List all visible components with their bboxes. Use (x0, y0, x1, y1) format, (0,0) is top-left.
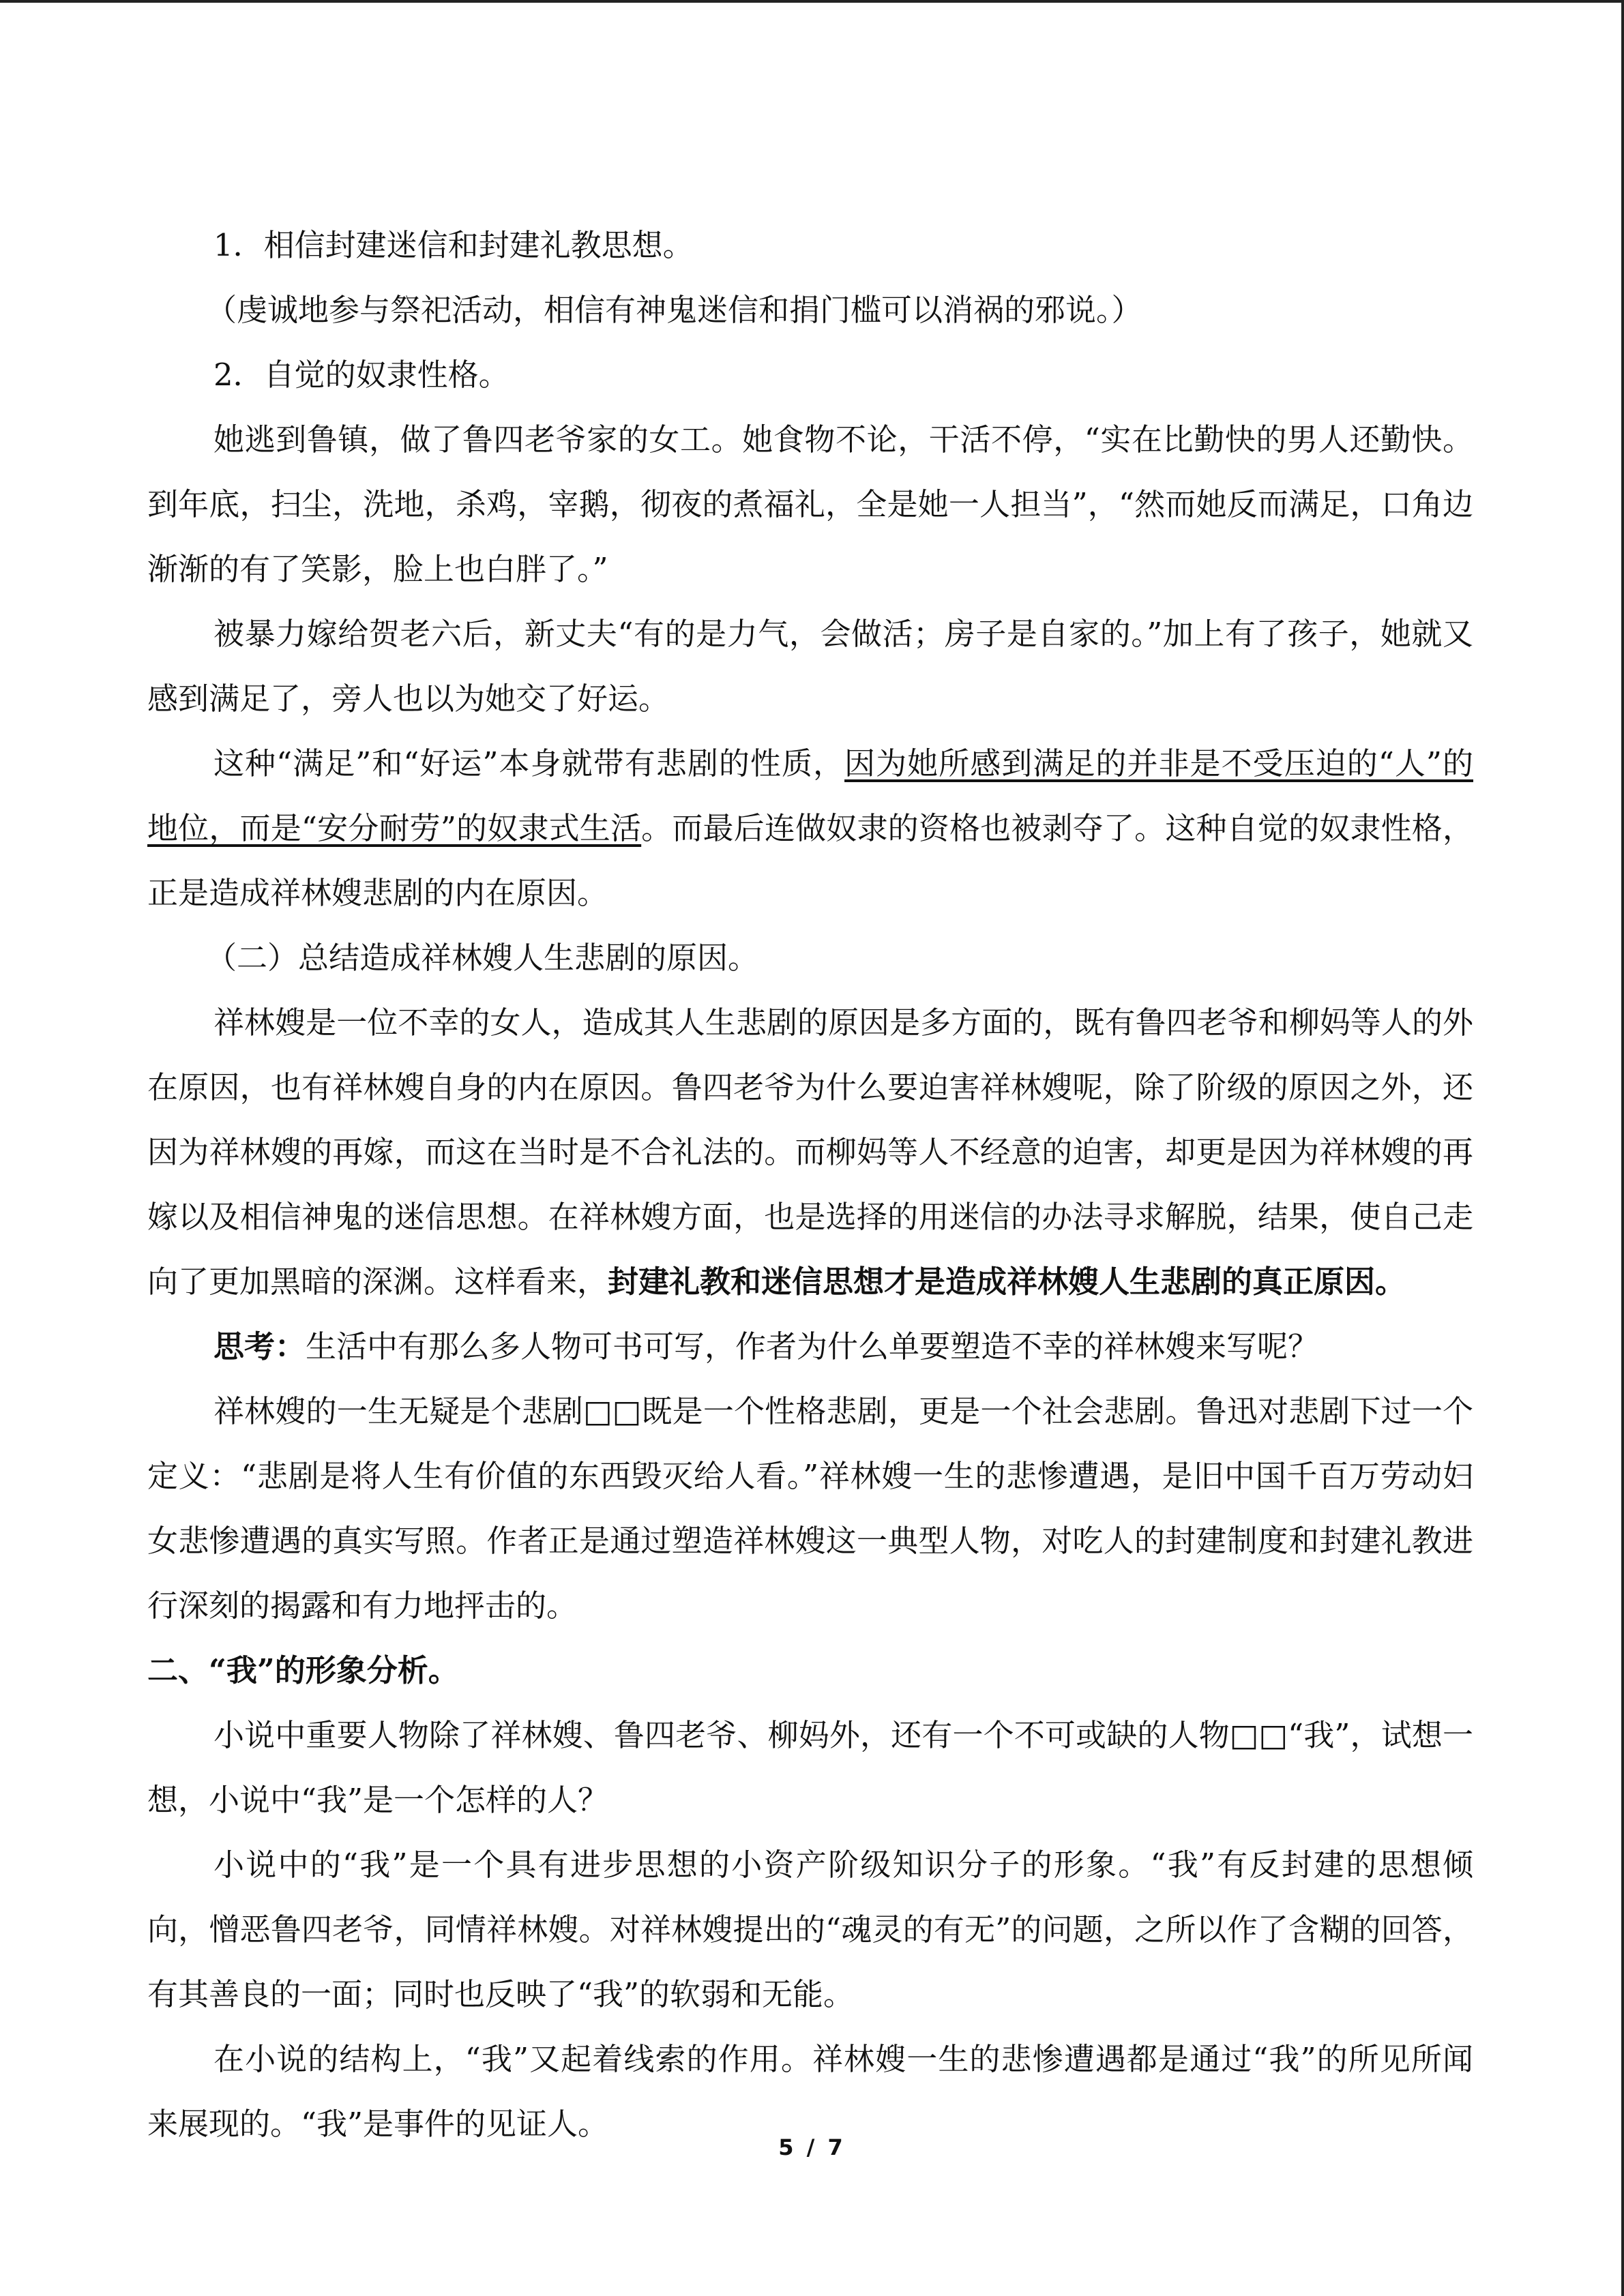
document-body (147, 213, 1473, 2156)
page-number: 5 / 7 (778, 2134, 846, 2160)
paragraph-narrator-question: 小说中重要人物除了祥林嫂、鲁四老爷、柳妈外，还有一个不可或缺的人物□□“我”，试想一想，小说中“我”是一个怎样的人？ (147, 1717, 1473, 1818)
paragraph-slave-nature (147, 731, 1473, 925)
thinking-question-text: 生活中有那么多人物可书可写，作者为什么单要塑造不幸的祥林嫂来写呢？ (306, 1328, 1319, 1365)
tragedy-causes-text: 祥林嫂是一位不幸的女人，造成其人生悲剧的原因是多方面的，既有鲁四老爷和柳妈等人的外在原因，也有祥林嫂自身的内在原因。鲁四老爷为什么要迫害祥林嫂呢，除了阶级的原因之外，还因为祥林嫂的再嫁，而这在当时是不合礼法的。而柳妈等人不经意的迫害，却更是因为祥林嫂的再嫁以及相信神鬼的迷信思想。在祥林嫂方面，也是选择的用迷信的办法寻求解脱，结果，使自己走向了更加黑暗的深渊。这样看来， (147, 1004, 1473, 1300)
paragraph-point-1-note: （虔诚地参与祭祀活动，相信有神鬼迷信和捐门槛可以消祸的邪说。） (206, 292, 1142, 328)
page-border-right (1621, 0, 1624, 2296)
paragraph-tragedy-definition: 祥林嫂的一生无疑是个悲剧□□既是一个性格悲剧，更是一个社会悲剧。鲁迅对悲剧下过一个定义：“悲剧是将人生有价值的东西毁灭给人看。”祥林嫂一生的悲惨遭遇，是旧中国千百万劳动妇女悲惨遭遇的真实写照。作者正是通过塑造祥林嫂这一典型人物，对吃人的封建制度和封建礼教进行深刻的揭露和有力地抨击的。 (147, 1393, 1473, 1624)
paragraph-point-1: 1．相信封建迷信和封建礼教思想。 (213, 227, 694, 263)
paragraph-point-2: 2．自觉的奴隶性格。 (213, 357, 510, 393)
paragraph-thinking-question (147, 1314, 1473, 1379)
section-heading-2-summary: （二）总结造成祥林嫂人生悲剧的原因。 (206, 940, 759, 976)
slave-nature-underlined-text: 因为她所感到满足的并非是不受压迫的“人”的地位，而是“安分耐劳”的奴隶式生活 (147, 745, 1473, 846)
paragraph-narrator-image: 小说中的“我”是一个具有进步思想的小资产阶级知识分子的形象。“我”有反封建的思想倾向，憎恶鲁四老爷，同情祥林嫂。对祥林嫂提出的“魂灵的有无”的问题，之所以作了含糊的回答，有其善良的一面；同时也反映了“我”的软弱和无能。 (147, 1847, 1473, 2012)
section-heading-narrator: 二、“我”的形象分析。 (147, 1652, 459, 1688)
page-border-top (0, 0, 1624, 3)
paragraph-helaoliu: 被暴力嫁给贺老六后，新丈夫“有的是力气，会做活；房子是自家的。”加上有了孩子，她就又感到满足了，旁人也以为她交了好运。 (147, 616, 1473, 717)
paragraph-tragedy-causes (147, 990, 1473, 1314)
tragedy-causes-conclusion: 封建礼教和迷信思想才是造成祥林嫂人生悲剧的真正原因。 (608, 1264, 1406, 1300)
paragraph-narrator-structure: 在小说的结构上，“我”又起着线索的作用。祥林嫂一生的悲惨遭遇都是通过“我”的所见所闻来展现的。“我”是事件的见证人。 (147, 2041, 1473, 2142)
slave-nature-text-post: 。而最后连做奴隶的资格也被剥夺了。这种自觉的奴隶性格，正是造成祥林嫂悲剧的内在原因。 (147, 810, 1473, 911)
paragraph-luzhen: 她逃到鲁镇，做了鲁四老爷家的女工。她食物不论，干活不停，“实在比勤快的男人还勤快。到年底，扫尘，洗地，杀鸡，宰鹅，彻夜的煮福礼，全是她一人担当”，“然而她反而满足，口角边渐渐的有了笑影，脸上也白胖了。” (147, 421, 1473, 587)
thinking-label: 思考： (213, 1328, 306, 1365)
slave-nature-text-pre: 这种“满足”和“好运”本身就带有悲剧的性质， (213, 745, 845, 781)
